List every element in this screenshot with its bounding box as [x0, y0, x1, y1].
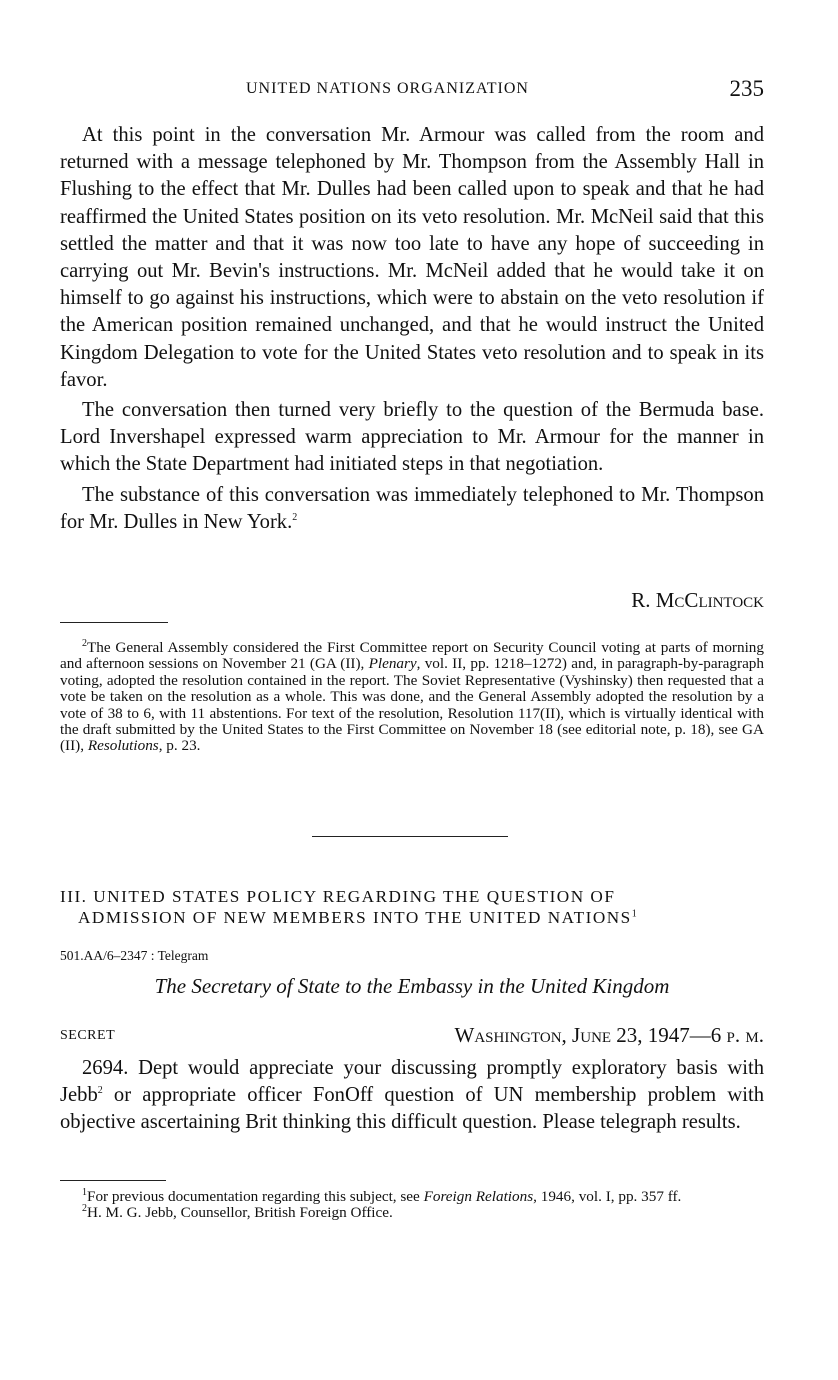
footnote-ref-1: 1: [631, 908, 639, 920]
dateline: Washington, June 23, 1947—6 p. m.: [454, 1023, 764, 1047]
document-page: [60, 0, 764, 1380]
footnote-text: , vol.: [416, 655, 453, 673]
footnote-block-2: [60, 1186, 764, 1222]
footnote-ref-jebb: 2: [97, 1085, 103, 1097]
footnote-italic: Resolutions: [87, 737, 159, 755]
section-heading-line1: III. UNITED STATES POLICY REGARDING THE QUESTION OF: [60, 887, 616, 906]
footnote-rule-2: [60, 1180, 166, 1181]
signature: R. McClintock: [631, 588, 764, 612]
telegram-body: [60, 1055, 764, 1137]
paragraph-substance: [60, 482, 764, 536]
footnote-text: The General Assembly considered the First Committee report on Security Council voting at parts of morning and afternoon sessions on November 21 (GA (II),: [60, 639, 764, 673]
paragraph-conversation: At this point in the conversation Mr. Armour was called from the room and returned with a message telephoned by Mr. Thompson from the Assembly Hall in Flushing to the effect that Mr. Dulles had been called upon to speak and that he had reaffirmed the United States position on its veto resolution. Mr. McNeil said that this settled the matter and that it was now too late to have any hope of succeeding in carrying out Mr. Bevin's instructions. Mr. McNeil added that he would take it on himself to go against his instructions, which were to abstain on the veto resolution if the American position remained unchanged, and that he would instruct the United Kingdom Delegation to vote for the United States veto resolution and to speak in its favor.: [60, 124, 764, 391]
section-divider: [312, 836, 508, 837]
footnote-text: , pp. 1218–1272) and, in paragraph-by-paragraph voting, adopted the resolution contained in the report. The Soviet Representative (Vyshinsky) then requested that a vote be taken on the resolution as a whole. This was done, and the General Assembly adopted the resolution by a vote of 38 to 6, with 11 abstentions. For text of the resolution, Resolution 117(II), which is virtually identical with the draft submitted by the United States to the First Committee on November 18 (see editorial note, p. 18), see GA (II),: [60, 655, 764, 755]
paragraph-bermuda: The conversation then turned very briefly to the question of the Bermuda base. Lord Invershapel expressed warm appreciation to Mr. Armour for the manner in which the State Department had initiated steps in that negotiation.: [60, 399, 764, 476]
document-title: The Secretary of State to the Embassy in the United Kingdom: [154, 974, 670, 998]
footnote-rule: [60, 622, 168, 623]
telegram-text: 2694. Dept would appreciate your discussing promptly exploratory basis with Jebb: [60, 1057, 764, 1107]
footnote-text: , p. 23.: [158, 737, 201, 755]
footnote-text: For previous documentation regarding this subject, see: [87, 1188, 424, 1205]
footnote-marker: 2: [82, 1203, 87, 1215]
footnote-text: , pp. 357 ff.: [610, 1188, 682, 1205]
footnote-1: [60, 1186, 764, 1205]
footnote-volume: II: [452, 655, 463, 673]
page-number: 235: [729, 76, 764, 101]
footnote-jebb: [60, 1205, 764, 1221]
paragraph-substance-text: The substance of this conversation was immediately telephoned to Mr. Thompson for Mr. Dulles in New York.: [60, 483, 764, 533]
section-heading: [60, 886, 764, 928]
file-reference: 501.AA/6–2347 : Telegram: [60, 948, 209, 963]
footnote-marker: 2: [82, 637, 87, 649]
running-title: UNITED NATIONS ORGANIZATION: [246, 80, 529, 97]
footnote-italic: Plenary: [368, 655, 417, 673]
footnote-volume: I: [605, 1188, 611, 1205]
telegram-text: or appropriate officer FonOff question of UN membership problem with objective ascertaining Brit thinking this difficult question. Please telegraph results.: [60, 1084, 764, 1134]
section-heading-text: ADMISSION OF NEW MEMBERS INTO THE UNITED NATIONS: [78, 908, 632, 927]
footnote-marker: 1: [82, 1186, 87, 1198]
footnote-text: , 1946, vol.: [533, 1188, 606, 1205]
body-text-block: [60, 122, 764, 536]
footnote-2: [60, 637, 764, 755]
footnote-text: H. M. G. Jebb, Counsellor, British Foreign Office.: [87, 1204, 393, 1222]
telegram-paragraph: [60, 1055, 764, 1137]
running-header: [60, 76, 764, 106]
footnote-italic: Foreign Relations: [423, 1188, 534, 1205]
section-heading-line2: [60, 907, 764, 928]
footnote-block: [60, 637, 764, 755]
classification: SECRET: [60, 1028, 116, 1043]
footnote-ref-2: 2: [292, 511, 298, 523]
